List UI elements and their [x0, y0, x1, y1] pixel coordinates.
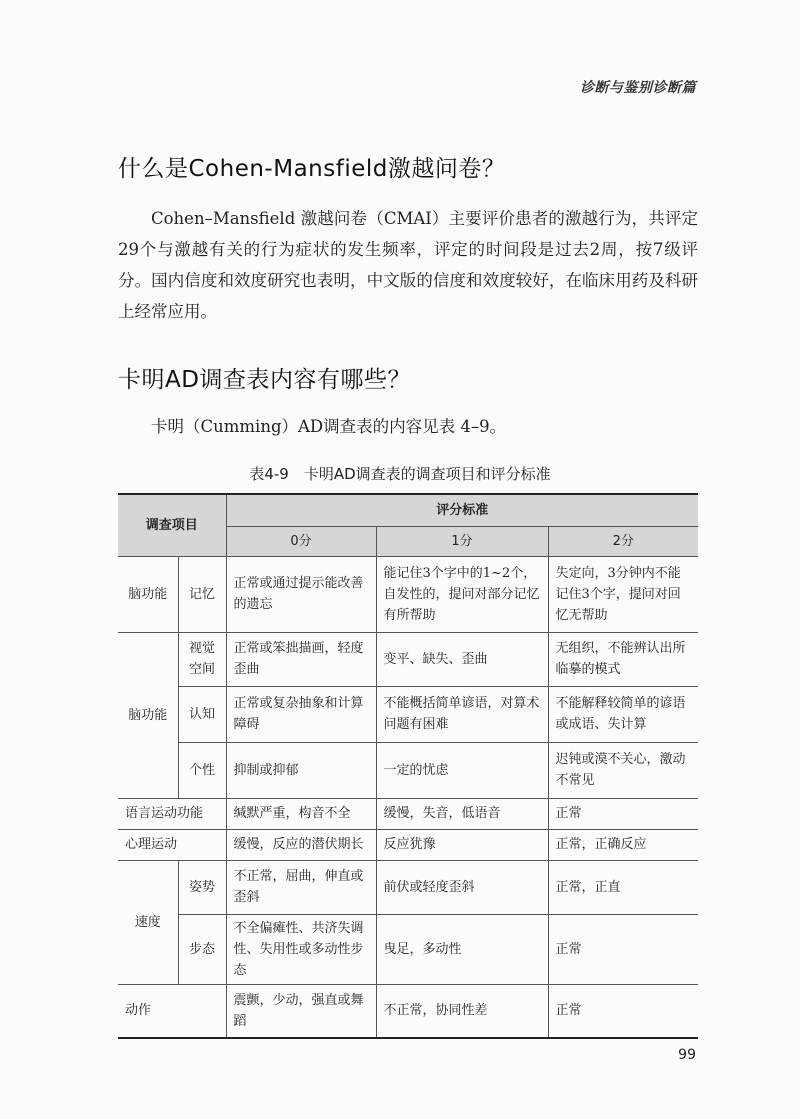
- cell-score-2: 正常: [548, 914, 698, 984]
- cell-score-1: 能记住3个字中的1~2个，自发性的，提问对部分记忆有所帮助: [376, 556, 548, 632]
- section-heading-cmai: 什么是Cohen-Mansfield激越问卷？: [118, 156, 506, 182]
- row-group: 速度: [118, 860, 178, 984]
- cell-score-1: 变平、缺失、歪曲: [376, 632, 548, 686]
- table-row: [118, 914, 698, 984]
- cell-score-1: 曳足，多动性: [376, 914, 548, 984]
- cell-score-1: 一定的忧虑: [376, 742, 548, 798]
- row-group: 脑功能: [118, 632, 178, 798]
- cell-score-1: 不能概括简单谚语，对算术问题有困难: [376, 686, 548, 742]
- table-row: [118, 632, 698, 686]
- section-paragraph-cumming: 卡明（Cumming）AD调查表的内容见表 4–9。: [151, 417, 507, 436]
- table-row: [118, 556, 698, 632]
- cell-score-0: 正常或笨拙描画，轻度歪曲: [226, 632, 376, 686]
- table-row: [118, 686, 698, 742]
- cell-score-0: 不正常，屈曲，伸直或歪斜: [226, 860, 376, 914]
- cell-score-2: 不能解释较简单的谚语或成语、失计算: [548, 686, 698, 742]
- table-row: [118, 984, 698, 1038]
- running-header: 诊断与鉴别诊断篇: [580, 80, 696, 96]
- header-score-2: 2分: [548, 526, 698, 556]
- cell-score-2: 正常，正确反应: [548, 829, 698, 860]
- row-group: 动作: [118, 984, 226, 1038]
- header-survey-item: 调查项目: [118, 494, 226, 556]
- cell-score-1: 反应犹豫: [376, 829, 548, 860]
- cell-score-0: 缓慢，反应的潜伏期长: [226, 829, 376, 860]
- row-subitem: 认知: [178, 686, 226, 742]
- cell-score-2: 正常，正直: [548, 860, 698, 914]
- cell-score-0: 正常或复杂抽象和计算障碍: [226, 686, 376, 742]
- cell-score-0: 抑制或抑郁: [226, 742, 376, 798]
- row-group: 语言运动功能: [118, 798, 226, 829]
- row-subitem: 步态: [178, 914, 226, 984]
- cell-score-0: 震颤，少动，强直或舞蹈: [226, 984, 376, 1038]
- cell-score-2: 正常: [548, 798, 698, 829]
- cell-score-2: 正常: [548, 984, 698, 1038]
- row-subitem: 记忆: [178, 556, 226, 632]
- cell-score-1: 缓慢，失音，低语音: [376, 798, 548, 829]
- header-scoring-standard: 评分标准: [226, 494, 698, 526]
- header-score-0: 0分: [226, 526, 376, 556]
- header-score-1: 1分: [376, 526, 548, 556]
- row-subitem: 姿势: [178, 860, 226, 914]
- cell-score-0: 缄默严重，构音不全: [226, 798, 376, 829]
- cell-score-1: 前伏或轻度歪斜: [376, 860, 548, 914]
- row-subitem: 个性: [178, 742, 226, 798]
- section-heading-cumming: 卡明AD调查表内容有哪些？: [118, 367, 411, 393]
- cell-score-1: 不正常，协同性差: [376, 984, 548, 1038]
- row-subitem: 视觉空间: [178, 632, 226, 686]
- table-row: [118, 798, 698, 829]
- cell-score-0: 正常或通过提示能改善的遗忘: [226, 556, 376, 632]
- cell-score-0: 不全偏瘫性、共济失调性、失用性或多动性步态: [226, 914, 376, 984]
- cell-score-2: 失定向，3分钟内不能记住3个字，提问对回忆无帮助: [548, 556, 698, 632]
- row-group: 心理运动: [118, 829, 226, 860]
- table-row: [118, 742, 698, 798]
- cell-score-2: 无组织，不能辨认出所临摹的模式: [548, 632, 698, 686]
- section-paragraph-cmai: Cohen–Mansfield 激越问卷（CMAI）主要评价患者的激越行为，共评定29个与激越有关的行为症状的发生频率，评定的时间段是过去2周，按7级评分。国内信度和效度研究也表明，中文版的信度和效度较好，在临床用药及科研上经常应用。: [118, 209, 698, 321]
- page-number: 99: [678, 1047, 696, 1063]
- table-caption: 表4-9 卡明AD调查表的调查项目和评分标准: [249, 465, 551, 483]
- cumming-ad-table: [118, 493, 698, 1039]
- table-row: [118, 829, 698, 860]
- row-group: 脑功能: [118, 556, 178, 632]
- table-row: [118, 860, 698, 914]
- cell-score-2: 迟钝或漠不关心，激动不常见: [548, 742, 698, 798]
